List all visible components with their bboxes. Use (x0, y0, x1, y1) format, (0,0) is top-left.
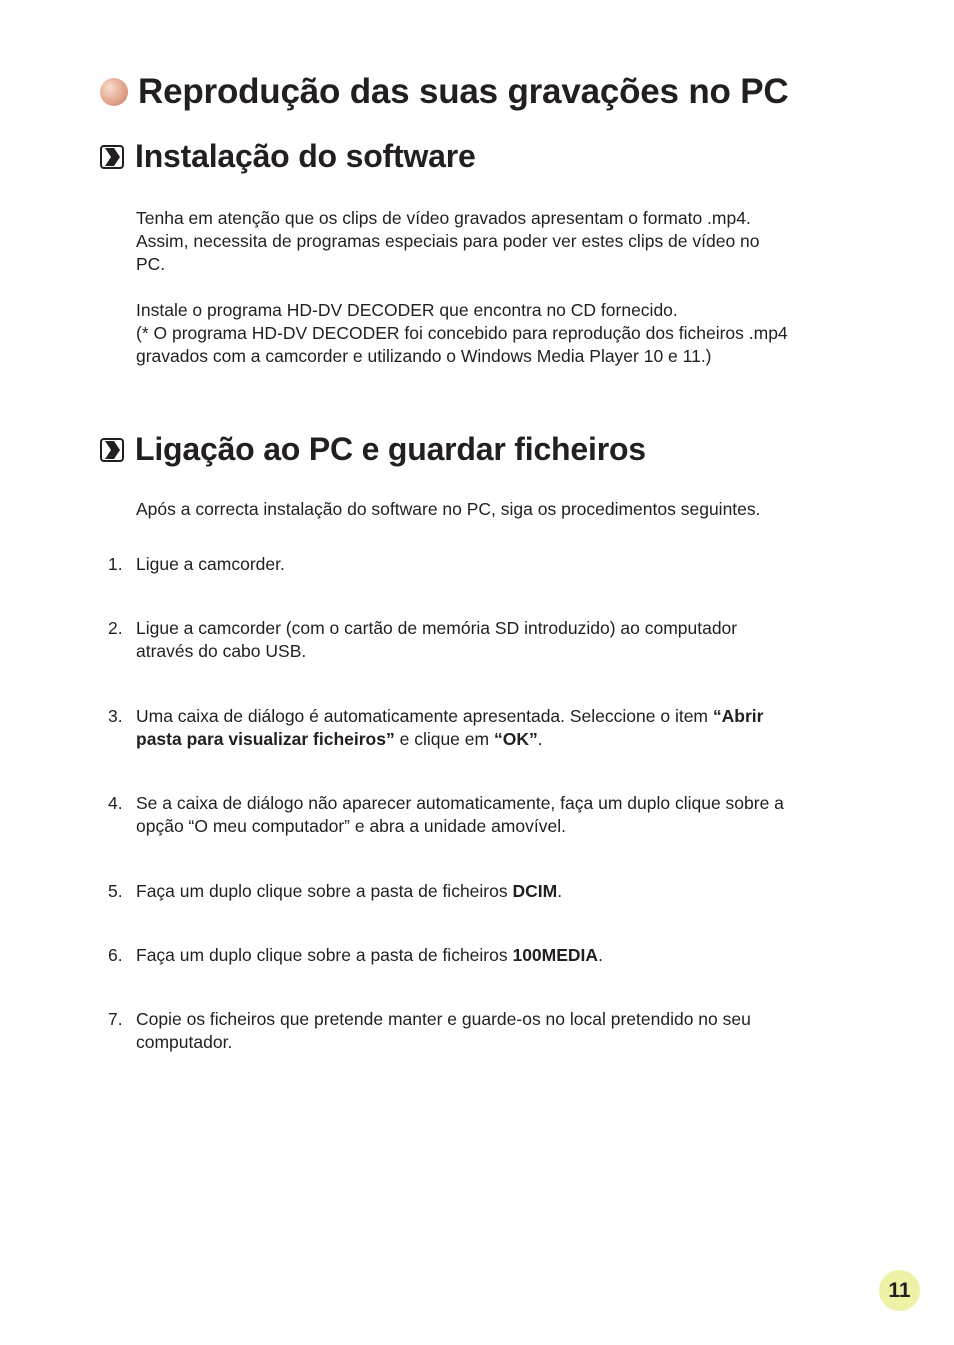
text-line: Tenha em atenção que os clips de vídeo gravados apresentam o formato .mp4. (136, 208, 751, 228)
step-7 (108, 1008, 868, 1054)
paragraph-intro (136, 498, 866, 521)
page-title (100, 72, 788, 112)
text-line: Copie os ficheiros que pretende manter e guarde-os no local pretendido no seu (136, 1009, 751, 1029)
step-4 (108, 792, 868, 838)
text-run: e clique em (394, 729, 494, 749)
section-heading-software (100, 138, 476, 175)
text-line (136, 705, 868, 728)
step-text (136, 617, 868, 663)
chevron-right-icon (100, 438, 124, 462)
step-5 (108, 880, 868, 903)
text-line: Após a correcta instalação do software no PC, siga os procedimentos seguintes. (136, 499, 761, 519)
paragraph-install-note (136, 299, 866, 368)
page-title-text: Reprodução das suas gravações no PC (138, 72, 789, 111)
text-line (136, 728, 868, 751)
text-line: PC. (136, 254, 166, 274)
page-number-badge (879, 1270, 920, 1311)
step-text (136, 1008, 868, 1054)
text-line: Instale o programa HD-DV DECODER que encontra no CD fornecido. (136, 300, 678, 320)
step-text (136, 944, 868, 967)
bullet-dot-icon (100, 78, 128, 106)
chevron-right-icon (100, 145, 124, 169)
step-number: 3. (108, 706, 123, 726)
step-text (136, 792, 868, 838)
section-heading-text: Ligação ao PC e guardar ficheiros (135, 431, 646, 467)
text-line: (* O programa HD-DV DECODER foi concebido para reprodução dos ficheiros .mp4 (136, 323, 788, 343)
text-run: . (598, 945, 603, 965)
text-line: opção “O meu computador” e abra a unidade amovível. (136, 816, 566, 836)
text-run: Faça um duplo clique sobre a pasta de ficheiros (136, 945, 513, 965)
page-number: 11 (888, 1278, 911, 1302)
text-line: Se a caixa de diálogo não aparecer automaticamente, faça um duplo clique sobre a (136, 793, 784, 813)
text-line: através do cabo USB. (136, 641, 307, 661)
bold-option-name: “Abrir (712, 706, 764, 726)
text-line: Ligue a camcorder (com o cartão de memória SD introduzido) ao computador (136, 618, 738, 638)
text-line: computador. (136, 1032, 233, 1052)
bold-option-name: pasta para visualizar ficheiros” (136, 729, 395, 749)
step-text: Ligue a camcorder. (136, 554, 285, 574)
step-number: 6. (108, 945, 123, 965)
bold-button-name: “OK” (493, 729, 538, 749)
step-6 (108, 944, 868, 967)
step-text (136, 880, 868, 903)
step-number: 4. (108, 793, 123, 813)
step-2 (108, 617, 868, 663)
text-run: . (537, 729, 543, 749)
step-3 (108, 705, 868, 751)
step-number: 2. (108, 618, 123, 638)
text-run: . (557, 881, 563, 901)
step-number: 1. (108, 554, 123, 574)
text-run: Faça um duplo clique sobre a pasta de ficheiros (136, 881, 513, 901)
section-heading-text: Instalação do software (135, 138, 476, 174)
step-text (136, 705, 868, 751)
text-line: gravados com a camcorder e utilizando o Windows Media Player 10 e 11.) (136, 346, 712, 366)
text-line: Assim, necessita de programas especiais para poder ver estes clips de vídeo no (136, 231, 760, 251)
paragraph-format-note (136, 207, 866, 276)
bold-folder-name: DCIM (512, 881, 558, 901)
step-number: 7. (108, 1009, 123, 1029)
bold-folder-name: 100MEDIA (512, 945, 599, 965)
step-1 (108, 553, 868, 576)
section-heading-connect (100, 431, 646, 468)
text-run: Uma caixa de diálogo é automaticamente apresentada. Seleccione o item (136, 706, 713, 726)
step-number: 5. (108, 881, 123, 901)
